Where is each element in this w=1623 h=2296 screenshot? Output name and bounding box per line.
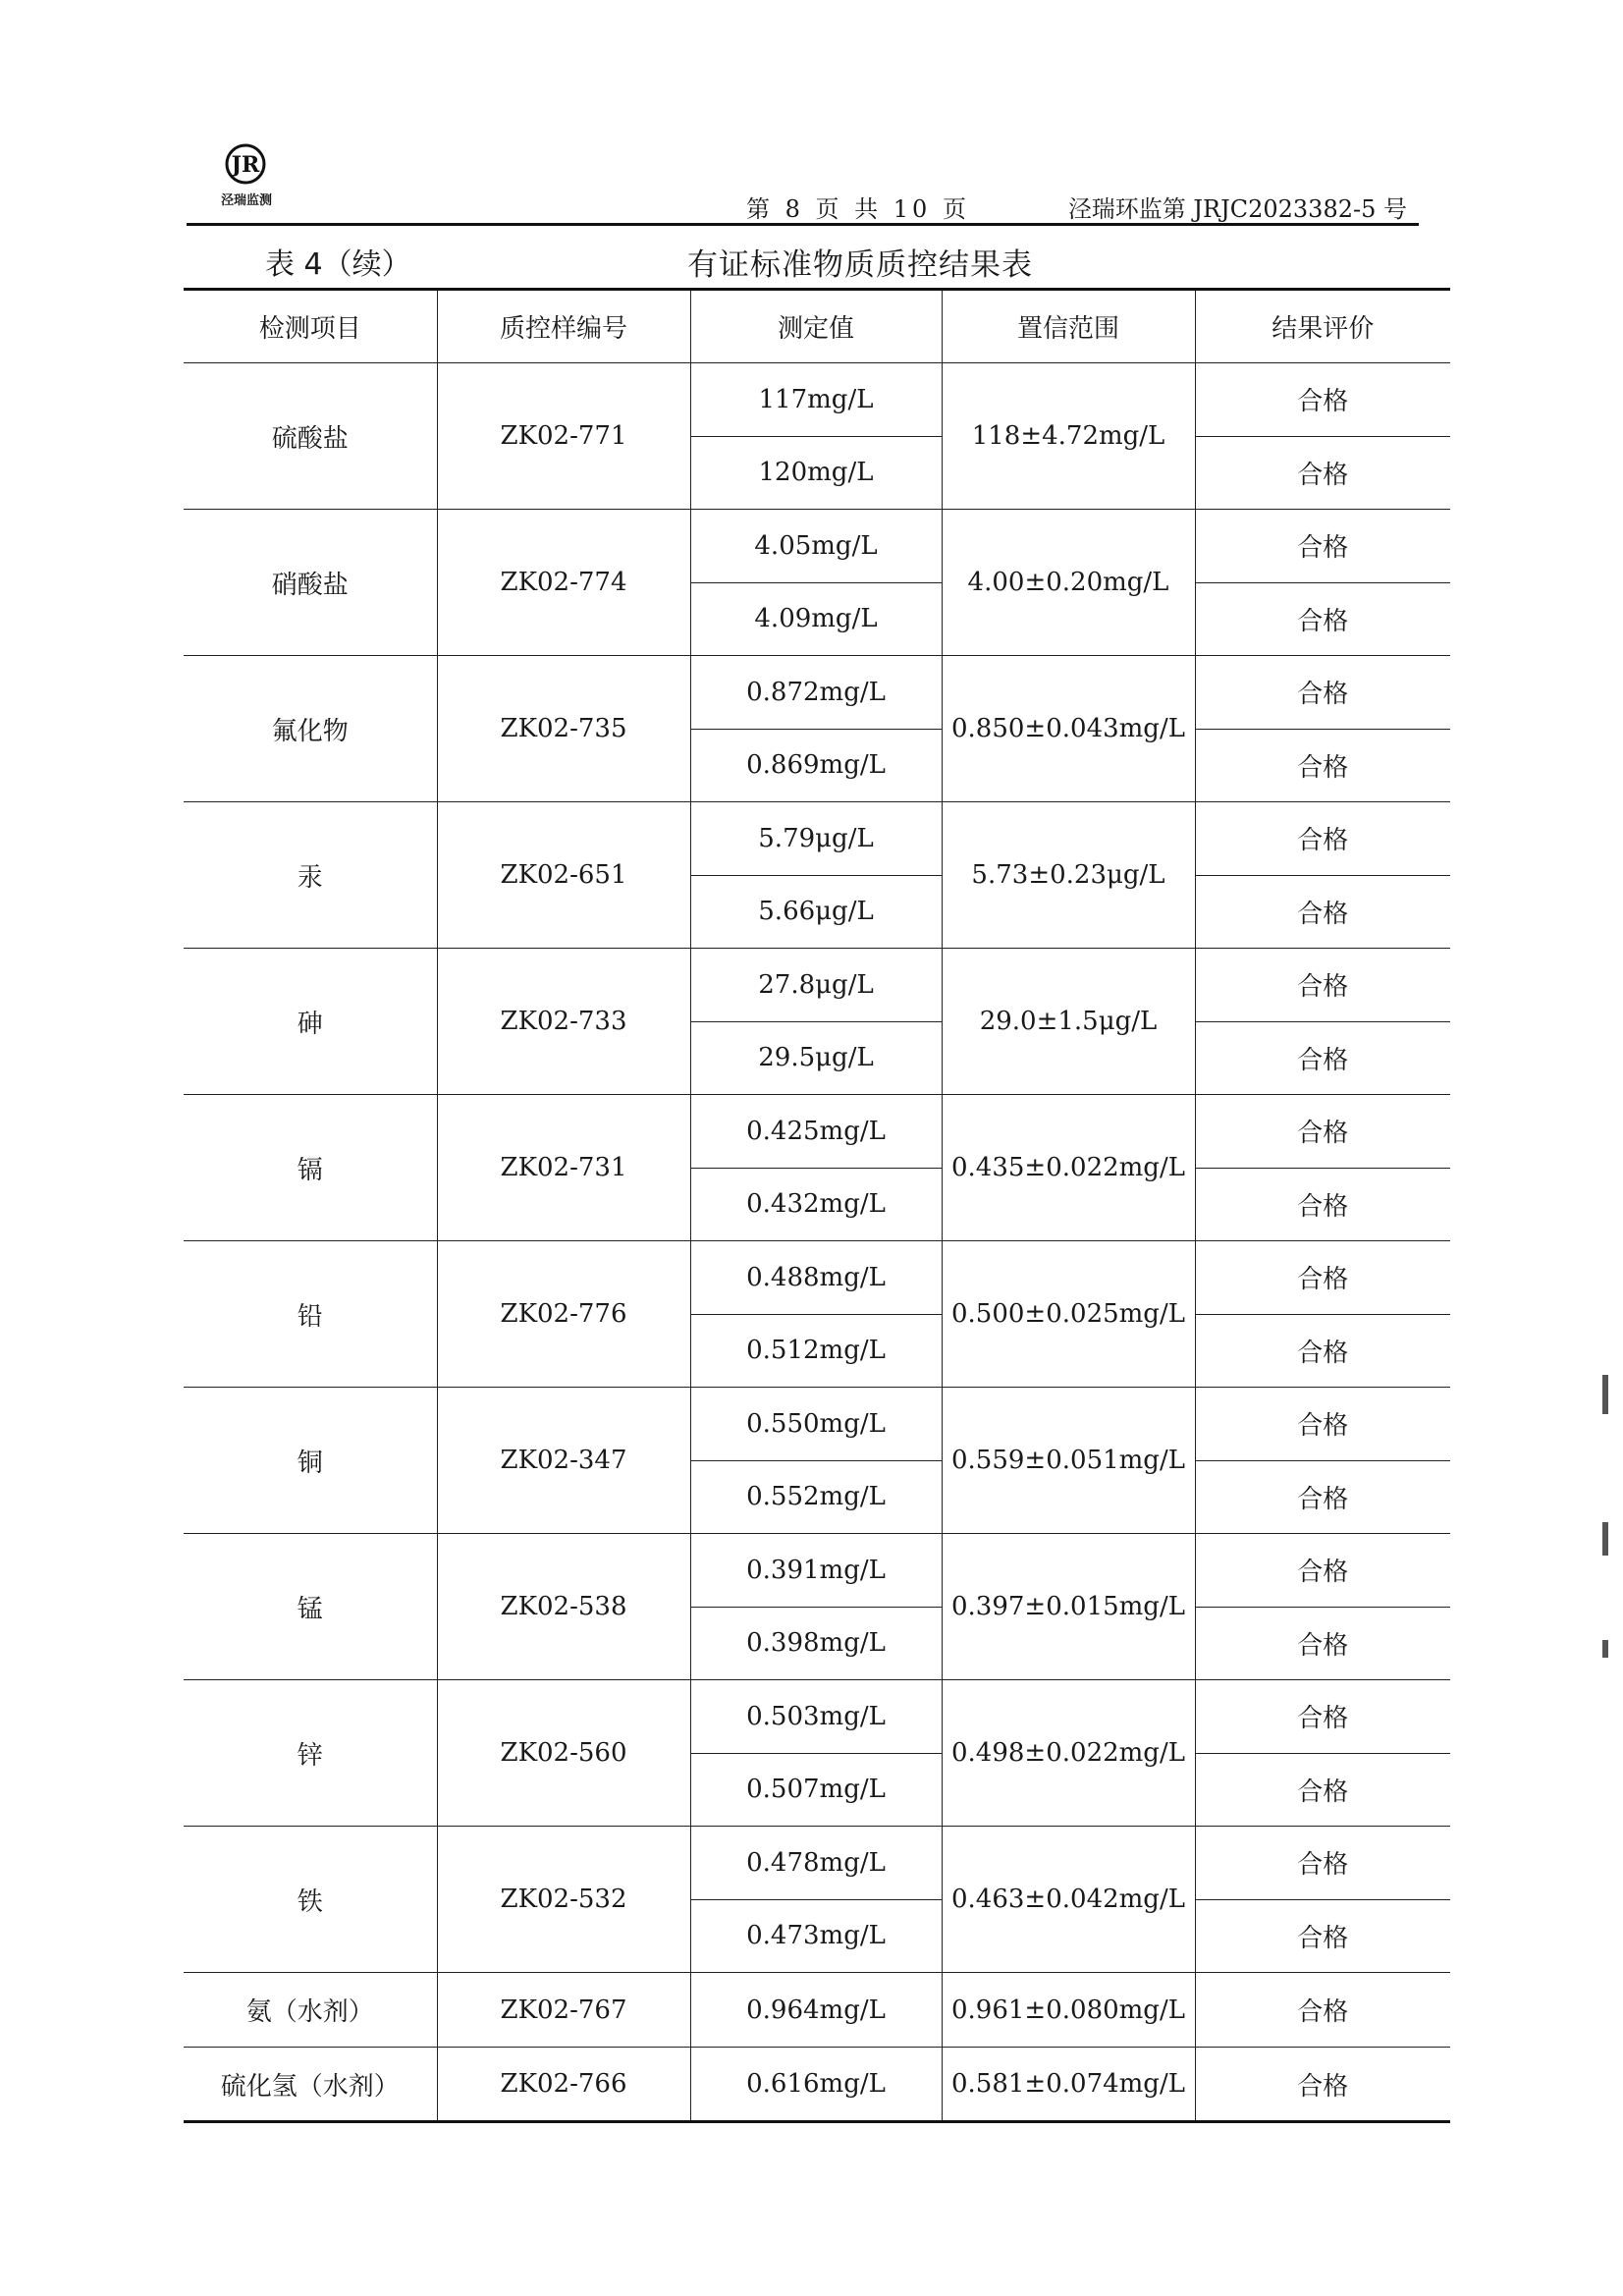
measured-cell: 4.09mg/L xyxy=(690,582,942,656)
scan-mark xyxy=(1602,1375,1608,1414)
measured-cell: 0.391mg/L xyxy=(690,1534,942,1608)
table-row xyxy=(184,363,1450,437)
table-row xyxy=(184,1095,1450,1169)
measured-cell: 0.550mg/L xyxy=(690,1388,942,1461)
measured-cell: 5.79μg/L xyxy=(690,802,942,876)
evaluation-cell: 合格 xyxy=(1195,1460,1450,1534)
measured-cell: 0.512mg/L xyxy=(690,1314,942,1388)
measured-cell: 120mg/L xyxy=(690,436,942,510)
item-cell: 铅 xyxy=(184,1241,437,1388)
table-row xyxy=(184,1827,1450,1900)
table-title: 有证标准物质质控结果表 xyxy=(687,247,1033,283)
scan-artifacts xyxy=(1602,1375,1612,1689)
range-cell: 0.850±0.043mg/L xyxy=(942,656,1195,802)
code-cell: ZK02-538 xyxy=(437,1534,690,1680)
measured-cell: 5.66μg/L xyxy=(690,875,942,949)
scan-mark xyxy=(1602,1522,1608,1556)
evaluation-cell: 合格 xyxy=(1195,802,1450,876)
evaluation-cell: 合格 xyxy=(1195,1827,1450,1900)
item-cell: 镉 xyxy=(184,1095,437,1241)
code-cell: ZK02-733 xyxy=(437,949,690,1095)
table-row xyxy=(184,802,1450,876)
table-header-row xyxy=(184,290,1450,363)
evaluation-cell: 合格 xyxy=(1195,1168,1450,1241)
code-cell: ZK02-774 xyxy=(437,510,690,656)
evaluation-cell: 合格 xyxy=(1195,1388,1450,1461)
range-cell: 0.498±0.022mg/L xyxy=(942,1680,1195,1827)
range-cell: 118±4.72mg/L xyxy=(942,363,1195,510)
evaluation-cell: 合格 xyxy=(1195,436,1450,510)
item-cell: 锰 xyxy=(184,1534,437,1680)
measured-cell: 0.507mg/L xyxy=(690,1753,942,1827)
evaluation-cell: 合格 xyxy=(1195,582,1450,656)
evaluation-cell: 合格 xyxy=(1195,1607,1450,1680)
item-cell: 铁 xyxy=(184,1827,437,1973)
item-cell: 硫酸盐 xyxy=(184,363,437,510)
range-cell: 29.0±1.5μg/L xyxy=(942,949,1195,1095)
measured-cell: 0.488mg/L xyxy=(690,1241,942,1315)
range-cell: 0.961±0.080mg/L xyxy=(942,1973,1195,2048)
table-body xyxy=(184,363,1450,2122)
table-row xyxy=(184,949,1450,1022)
table-label: 表 4（续） xyxy=(265,247,411,282)
table-row xyxy=(184,656,1450,730)
evaluation-cell: 合格 xyxy=(1195,875,1450,949)
code-cell: ZK02-771 xyxy=(437,363,690,510)
measured-cell: 0.964mg/L xyxy=(690,1973,942,2048)
logo-text: 泾瑞监测 xyxy=(220,193,272,208)
header-divider xyxy=(187,223,1419,226)
table-row xyxy=(184,2048,1450,2122)
range-cell: 0.559±0.051mg/L xyxy=(942,1388,1195,1534)
evaluation-cell: 合格 xyxy=(1195,1753,1450,1827)
item-cell: 硝酸盐 xyxy=(184,510,437,656)
item-cell: 氨（水剂） xyxy=(184,1973,437,2048)
evaluation-cell: 合格 xyxy=(1195,1095,1450,1169)
range-cell: 5.73±0.23μg/L xyxy=(942,802,1195,949)
code-cell: ZK02-560 xyxy=(437,1680,690,1827)
qc-results-table xyxy=(184,288,1450,2123)
code-cell: ZK02-767 xyxy=(437,1973,690,2048)
measured-cell: 0.398mg/L xyxy=(690,1607,942,1680)
table-row xyxy=(184,1680,1450,1754)
range-cell: 0.397±0.015mg/L xyxy=(942,1534,1195,1680)
measured-cell: 117mg/L xyxy=(690,363,942,437)
page-header xyxy=(187,142,1419,226)
table-row xyxy=(184,1973,1450,2048)
measured-cell: 0.872mg/L xyxy=(690,656,942,730)
measured-cell: 0.869mg/L xyxy=(690,729,942,802)
report-number: 泾瑞环监第 JRJC2023382-5 号 xyxy=(1067,195,1407,223)
measured-cell: 0.478mg/L xyxy=(690,1827,942,1900)
header-measured: 测定值 xyxy=(690,290,942,363)
evaluation-cell: 合格 xyxy=(1195,1021,1450,1095)
table-row xyxy=(184,1388,1450,1461)
measured-cell: 29.5μg/L xyxy=(690,1021,942,1095)
evaluation-cell: 合格 xyxy=(1195,1534,1450,1608)
table-row xyxy=(184,510,1450,583)
table-caption xyxy=(187,236,1448,285)
code-cell: ZK02-532 xyxy=(437,1827,690,1973)
range-cell: 4.00±0.20mg/L xyxy=(942,510,1195,656)
measured-cell: 0.473mg/L xyxy=(690,1899,942,1973)
range-cell: 0.463±0.042mg/L xyxy=(942,1827,1195,1973)
measured-cell: 0.425mg/L xyxy=(690,1095,942,1169)
evaluation-cell: 合格 xyxy=(1195,949,1450,1022)
header-range: 置信范围 xyxy=(942,290,1195,363)
logo-emblem-icon xyxy=(216,142,275,191)
item-cell: 硫化氢（水剂） xyxy=(184,2048,437,2122)
evaluation-cell: 合格 xyxy=(1195,1314,1450,1388)
measured-cell: 0.616mg/L xyxy=(690,2048,942,2122)
measured-cell: 0.432mg/L xyxy=(690,1168,942,1241)
item-cell: 砷 xyxy=(184,949,437,1095)
range-cell: 0.581±0.074mg/L xyxy=(942,2048,1195,2122)
code-cell: ZK02-347 xyxy=(437,1388,690,1534)
evaluation-cell: 合格 xyxy=(1195,1680,1450,1754)
code-cell: ZK02-651 xyxy=(437,802,690,949)
item-cell: 汞 xyxy=(184,802,437,949)
range-cell: 0.435±0.022mg/L xyxy=(942,1095,1195,1241)
page-number: 第 8 页 共 10 页 xyxy=(746,195,970,223)
code-cell: ZK02-731 xyxy=(437,1095,690,1241)
item-cell: 氟化物 xyxy=(184,656,437,802)
measured-cell: 0.552mg/L xyxy=(690,1460,942,1534)
evaluation-cell: 合格 xyxy=(1195,2048,1450,2122)
scan-mark xyxy=(1602,1640,1608,1658)
evaluation-cell: 合格 xyxy=(1195,729,1450,802)
evaluation-cell: 合格 xyxy=(1195,1973,1450,2048)
evaluation-cell: 合格 xyxy=(1195,510,1450,583)
header-item: 检测项目 xyxy=(184,290,437,363)
item-cell: 铜 xyxy=(184,1388,437,1534)
measured-cell: 27.8μg/L xyxy=(690,949,942,1022)
evaluation-cell: 合格 xyxy=(1195,656,1450,730)
header-evaluation: 结果评价 xyxy=(1195,290,1450,363)
code-cell: ZK02-766 xyxy=(437,2048,690,2122)
table-row xyxy=(184,1534,1450,1608)
measured-cell: 4.05mg/L xyxy=(690,510,942,583)
header-code: 质控样编号 xyxy=(437,290,690,363)
range-cell: 0.500±0.025mg/L xyxy=(942,1241,1195,1388)
evaluation-cell: 合格 xyxy=(1195,363,1450,437)
code-cell: ZK02-776 xyxy=(437,1241,690,1388)
table-row xyxy=(184,1241,1450,1315)
evaluation-cell: 合格 xyxy=(1195,1899,1450,1973)
item-cell: 锌 xyxy=(184,1680,437,1827)
svg-text:JR: JR xyxy=(231,152,260,178)
code-cell: ZK02-735 xyxy=(437,656,690,802)
measured-cell: 0.503mg/L xyxy=(690,1680,942,1754)
evaluation-cell: 合格 xyxy=(1195,1241,1450,1315)
